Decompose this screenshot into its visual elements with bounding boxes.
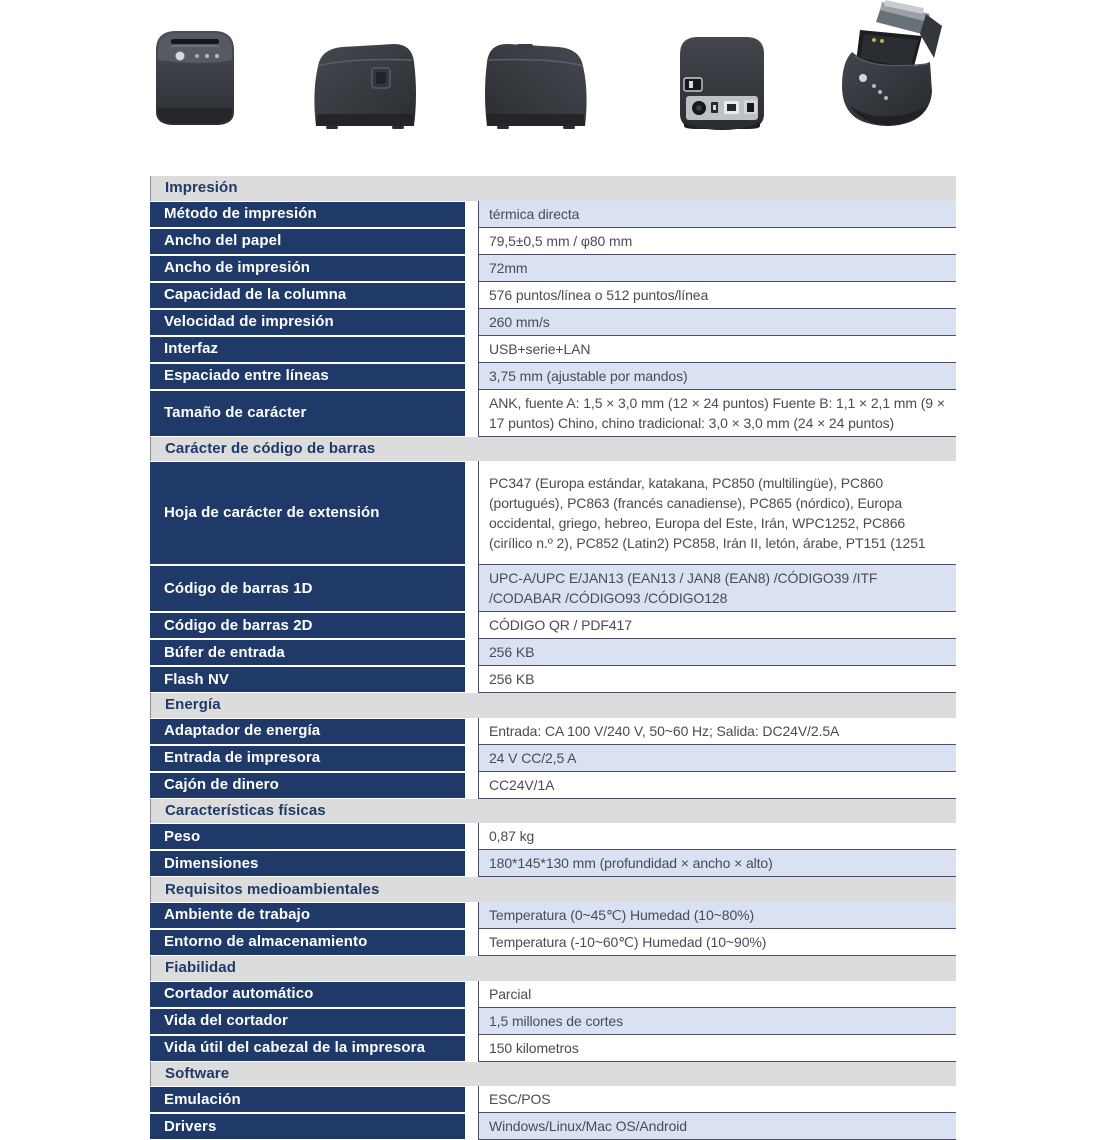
column-gap bbox=[465, 745, 478, 772]
spec-value: 256 KB bbox=[478, 639, 956, 666]
column-gap bbox=[465, 201, 478, 228]
table-row bbox=[150, 772, 956, 799]
column-gap bbox=[465, 336, 478, 363]
column-gap bbox=[465, 850, 478, 877]
table-row bbox=[150, 823, 956, 850]
section-title: Fiabilidad bbox=[165, 959, 237, 977]
section-row-software bbox=[150, 1062, 956, 1087]
spec-value: 79,5±0,5 mm / φ80 mm bbox=[478, 228, 956, 255]
spec-value: ESC/POS bbox=[478, 1086, 956, 1113]
spec-label: Vida del cortador bbox=[150, 1008, 465, 1035]
spec-value: CÓDIGO QR / PDF417 bbox=[478, 612, 956, 639]
section-title: Características físicas bbox=[165, 802, 326, 820]
column-gap bbox=[465, 929, 478, 956]
spec-label: Búfer de entrada bbox=[150, 639, 465, 666]
spec-value: 150 kilometros bbox=[478, 1035, 956, 1062]
spec-label: Emulación bbox=[150, 1086, 465, 1113]
spec-label: Flash NV bbox=[150, 666, 465, 693]
table-row bbox=[150, 612, 956, 639]
table-row bbox=[150, 390, 956, 437]
table-row bbox=[150, 461, 956, 565]
column-gap bbox=[465, 228, 478, 255]
column-gap bbox=[465, 390, 478, 437]
spec-label: Entrada de impresora bbox=[150, 745, 465, 772]
table-row bbox=[150, 1008, 956, 1035]
table-row bbox=[150, 1086, 956, 1113]
spec-label: Tamaño de carácter bbox=[150, 390, 465, 437]
spec-value: 0,87 kg bbox=[478, 823, 956, 850]
column-gap bbox=[465, 1086, 478, 1113]
spec-label: Método de impresión bbox=[150, 201, 465, 228]
spec-label: Cortador automático bbox=[150, 981, 465, 1008]
column-gap bbox=[465, 1008, 478, 1035]
column-gap bbox=[465, 565, 478, 612]
table-row bbox=[150, 902, 956, 929]
table-row bbox=[150, 201, 956, 228]
spec-value: UPC-A/UPC E/JAN13 (EAN13 / JAN8 (EAN8) /CÓDIGO39 /ITF /CODABAR /CÓDIGO93 /CÓDIGO128 bbox=[478, 565, 956, 612]
column-gap bbox=[465, 461, 478, 565]
printer-rear-ports-view-image bbox=[670, 30, 774, 139]
spec-table bbox=[150, 176, 956, 1140]
spec-label: Capacidad de la columna bbox=[150, 282, 465, 309]
section-title: Energía bbox=[165, 696, 221, 714]
table-row bbox=[150, 929, 956, 956]
spec-value: Temperatura (0~45℃) Humedad (10~80%) bbox=[478, 902, 956, 929]
column-gap bbox=[465, 282, 478, 309]
spec-label: Peso bbox=[150, 823, 465, 850]
column-gap bbox=[465, 902, 478, 929]
spec-label: Ancho del papel bbox=[150, 228, 465, 255]
table-row bbox=[150, 363, 956, 390]
spec-value: 24 V CC/2,5 A bbox=[478, 745, 956, 772]
table-row bbox=[150, 850, 956, 877]
spec-value: 1,5 millones de cortes bbox=[478, 1008, 956, 1035]
table-row bbox=[150, 1113, 956, 1140]
spec-value: ANK, fuente A: 1,5 × 3,0 mm (12 × 24 puntos) Fuente B: 1,1 × 2,1 mm (9 × 17 puntos) Chino, chino tradicional: 3,0 × 3,0 mm (24 × 24 puntos) bbox=[478, 390, 956, 437]
printer-front-view-image bbox=[144, 16, 246, 137]
column-gap bbox=[465, 612, 478, 639]
column-gap bbox=[465, 255, 478, 282]
table-row bbox=[150, 336, 956, 363]
printer-side-left-view-image bbox=[306, 36, 422, 137]
section-title: Requisitos medioambientales bbox=[165, 880, 380, 898]
table-row bbox=[150, 255, 956, 282]
spec-value: PC347 (Europa estándar, katakana, PC850 (multilingüe), PC860 (portugués), PC863 (francés canadiense), PC865 (nórdico), Europa occidental, griego, hebreo, Europa del Este, Irán, WPC1252, PC866 (cirílico n.º 2), PC852 (Latin2) PC858, Irán II, letón, árabe, PT151 (1251 bbox=[478, 461, 956, 565]
section-title: Carácter de código de barras bbox=[165, 439, 376, 457]
spec-value: Temperatura (-10~60℃) Humedad (10~90%) bbox=[478, 929, 956, 956]
section-row-energia bbox=[150, 693, 956, 718]
section-row-fiabilidad bbox=[150, 956, 956, 981]
spec-label: Entorno de almacenamiento bbox=[150, 929, 465, 956]
spec-label: Hoja de carácter de extensión bbox=[150, 461, 465, 565]
section-row-impresion bbox=[150, 176, 956, 201]
spec-label: Código de barras 1D bbox=[150, 565, 465, 612]
column-gap bbox=[465, 639, 478, 666]
section-title: Software bbox=[165, 1064, 230, 1082]
spec-label: Dimensiones bbox=[150, 850, 465, 877]
table-row bbox=[150, 1035, 956, 1062]
printer-side-right-view-image bbox=[481, 36, 595, 137]
column-gap bbox=[465, 363, 478, 390]
spec-value: USB+serie+LAN bbox=[478, 336, 956, 363]
spec-label: Espaciado entre líneas bbox=[150, 363, 465, 390]
spec-value: Parcial bbox=[478, 981, 956, 1008]
spec-label: Ambiente de trabajo bbox=[150, 902, 465, 929]
spec-value: 72mm bbox=[478, 255, 956, 282]
table-row bbox=[150, 666, 956, 693]
spec-label: Adaptador de energía bbox=[150, 718, 465, 745]
spec-label: Código de barras 2D bbox=[150, 612, 465, 639]
table-row bbox=[150, 981, 956, 1008]
table-row bbox=[150, 228, 956, 255]
spec-label: Vida útil del cabezal de la impresora bbox=[150, 1035, 465, 1062]
column-gap bbox=[465, 823, 478, 850]
column-gap bbox=[465, 772, 478, 799]
table-row bbox=[150, 309, 956, 336]
table-row bbox=[150, 565, 956, 612]
spec-value: 256 KB bbox=[478, 666, 956, 693]
spec-label: Drivers bbox=[150, 1113, 465, 1140]
spec-label: Interfaz bbox=[150, 336, 465, 363]
spec-label: Ancho de impresión bbox=[150, 255, 465, 282]
printer-open-lid-view-image bbox=[830, 0, 956, 139]
spec-value: 180*145*130 mm (profundidad × ancho × alto) bbox=[478, 850, 956, 877]
spec-label: Cajón de dinero bbox=[150, 772, 465, 799]
spec-value: Entrada: CA 100 V/240 V, 50~60 Hz; Salida: DC24V/2.5A bbox=[478, 718, 956, 745]
spec-value: térmica directa bbox=[478, 201, 956, 228]
spec-value: CC24V/1A bbox=[478, 772, 956, 799]
table-row bbox=[150, 282, 956, 309]
column-gap bbox=[465, 309, 478, 336]
spec-label: Velocidad de impresión bbox=[150, 309, 465, 336]
column-gap bbox=[465, 1035, 478, 1062]
spec-value: 260 mm/s bbox=[478, 309, 956, 336]
section-row-caracteristicas-fisicas bbox=[150, 799, 956, 824]
table-row bbox=[150, 745, 956, 772]
spec-value: 576 puntos/línea o 512 puntos/línea bbox=[478, 282, 956, 309]
column-gap bbox=[465, 1113, 478, 1140]
spec-value: 3,75 mm (ajustable por mandos) bbox=[478, 363, 956, 390]
section-row-caracter-codigo-barras bbox=[150, 437, 956, 462]
product-images-strip bbox=[0, 0, 1100, 150]
spec-value: Windows/Linux/Mac OS/Android bbox=[478, 1113, 956, 1140]
section-title: Impresión bbox=[165, 179, 238, 197]
section-row-requisitos-medioambientales bbox=[150, 877, 956, 902]
column-gap bbox=[465, 666, 478, 693]
column-gap bbox=[465, 981, 478, 1008]
column-gap bbox=[465, 718, 478, 745]
table-row bbox=[150, 639, 956, 666]
table-row bbox=[150, 718, 956, 745]
